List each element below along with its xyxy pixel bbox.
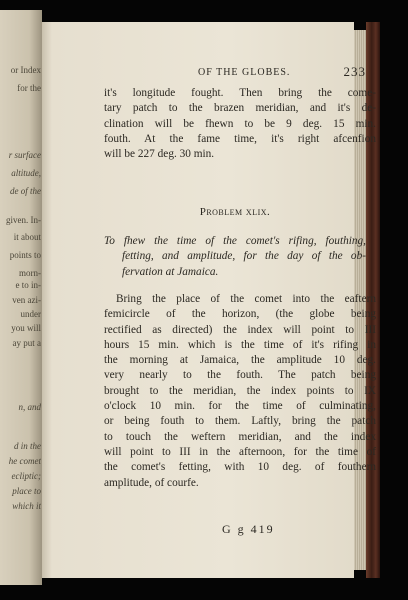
book-page xyxy=(42,22,376,578)
problem-statement xyxy=(104,234,366,280)
facing-page-text: de of the xyxy=(10,186,41,196)
para1-line: fouth. At the fame time, it's right afcenfion xyxy=(104,132,376,145)
problem-number: xlix. xyxy=(245,206,271,218)
para2-line: amplitude, of courfe. xyxy=(104,476,199,489)
facing-page-text: he comet xyxy=(8,456,41,466)
facing-page-text: e to in- xyxy=(15,280,41,290)
para1-line: will be 227 deg. 30 min. xyxy=(104,148,215,161)
para2-line: hours 15 min. which is the time of it's rifing in xyxy=(104,338,376,351)
facing-page-text: it about xyxy=(13,232,41,242)
para1-line: clination will be fhewn to be 9 deg. 15 min. xyxy=(104,117,376,130)
facing-page-text: place to xyxy=(12,486,41,496)
facing-page-text: for the xyxy=(17,83,41,93)
facing-page-text: n, and xyxy=(18,402,41,412)
running-header xyxy=(104,62,366,78)
facing-page-text: r surface xyxy=(8,150,41,160)
facing-page-text: ay put a xyxy=(12,338,41,348)
facing-page-text: morn- xyxy=(19,268,41,278)
para2-line: very nearly to the fouth. The patch being xyxy=(104,369,376,382)
para2-line: femicircle of the horizon, (the globe being xyxy=(104,308,376,321)
para2-line: to touch the weftern meridian, and the index xyxy=(104,430,376,443)
problem-heading xyxy=(104,206,366,218)
para1-line: tary patch to the brazen meridian, and it's de- xyxy=(104,102,376,115)
facing-page-text: you will xyxy=(11,323,41,333)
subtitle-line: fetting, and amplitude, for the day of the ob- xyxy=(122,250,366,263)
facing-page-text: which it xyxy=(12,501,41,511)
facing-page-text: under xyxy=(20,309,41,319)
para2-line: Bring the place of the comet into the eaftern xyxy=(116,293,376,305)
para2-line: the comet's fetting, with 10 deg. of fouthern xyxy=(104,461,376,474)
facing-page-text: altitude, xyxy=(11,168,41,178)
problem-word: Problem xyxy=(199,206,243,218)
facing-page-text: ecliptic; xyxy=(11,471,41,481)
facing-page-text: given. In- xyxy=(6,215,41,225)
facing-page-text: or Index xyxy=(10,65,41,75)
facing-page-text: d in the xyxy=(14,441,41,451)
signature-mark: G g 419 xyxy=(222,522,275,536)
para1-line: it's longitude fought. Then bring the come- xyxy=(104,87,376,99)
subtitle-line: fervation at Jamaica. xyxy=(122,265,219,278)
facing-page-fragment xyxy=(0,10,42,585)
paragraph-1 xyxy=(104,86,376,162)
para2-line: the morning at Jamaica, the amplitude 10 deg. xyxy=(104,354,376,367)
page-number: 233 xyxy=(343,64,366,79)
facing-page-text: ven azi- xyxy=(12,295,41,305)
para2-line: brought to the meridian, the index points to IX xyxy=(104,384,376,397)
para2-line: rectified as directed) the index will point to III xyxy=(104,323,376,336)
facing-page-text: points to xyxy=(9,250,41,260)
subtitle-line: To fhew the time of the comet's rifing, fouthing, xyxy=(104,235,366,247)
para2-line: will point to III in the afternoon, for the time of xyxy=(104,445,376,458)
paragraph-2 xyxy=(104,292,376,491)
para2-line: or being fouth to them. Laftly, bring the patch xyxy=(104,415,376,428)
para2-line: o'clock 10 min. for the time of culminating, xyxy=(104,400,376,413)
running-title: OF THE GLOBES. xyxy=(198,67,291,78)
